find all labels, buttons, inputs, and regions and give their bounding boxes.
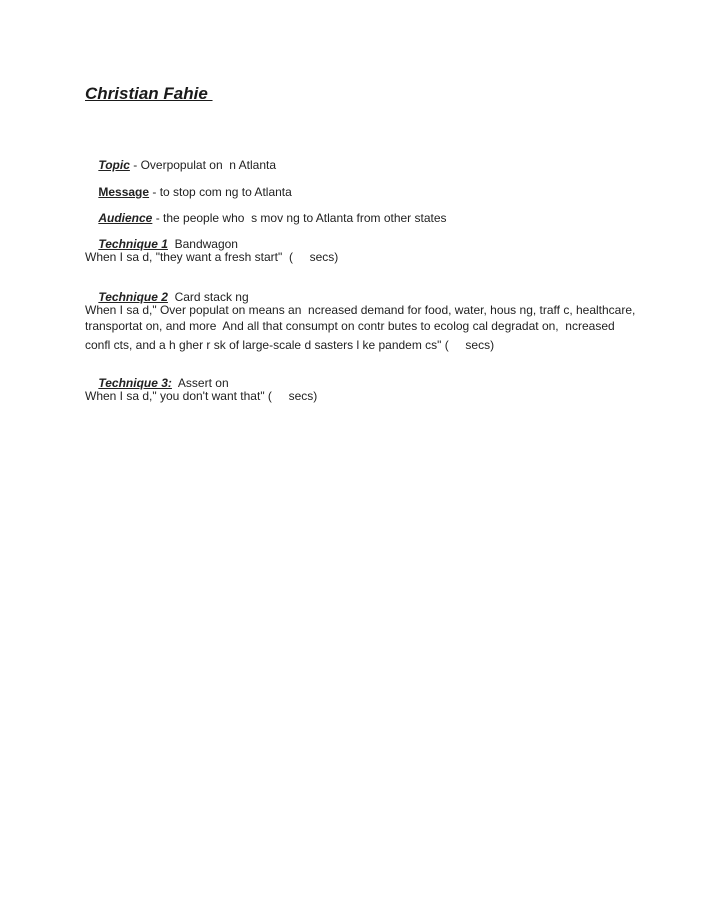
audience-label: Audience bbox=[98, 211, 153, 225]
quote-2-line-2: transportat on, and more And all that consumpt on contr butes to ecolog cal degradat on, ncreased bbox=[85, 319, 615, 333]
technique-3-label: Technique 3: bbox=[98, 376, 172, 390]
technique-2-label: Technique 2 bbox=[98, 290, 168, 304]
technique-3-text: Assert on bbox=[171, 376, 229, 390]
technique-2-text: Card stack ng bbox=[167, 290, 249, 304]
topic-text: - Overpopulat on n Atlanta bbox=[129, 158, 276, 172]
message-text: - to stop com ng to Atlanta bbox=[149, 185, 292, 199]
author-name-heading: Christian Fahie bbox=[85, 84, 213, 103]
topic-label: Topic bbox=[98, 158, 130, 172]
message-label: Message bbox=[98, 185, 150, 199]
technique-1-text: Bandwagon bbox=[167, 237, 238, 251]
quote-2-line-3: confl cts, and a h gher r sk of large-scale d sasters l ke pandem cs" ( secs) bbox=[85, 338, 495, 352]
quote-2-paragraph bbox=[85, 303, 645, 353]
quote-1-line: When I sa d, "they want a fresh start" ( secs) bbox=[85, 250, 339, 264]
audience-text: - the people who s mov ng to Atlanta from other states bbox=[152, 211, 447, 225]
technique-1-label: Technique 1 bbox=[98, 237, 168, 251]
quote-3-line: When I sa d," you don't want that" ( secs) bbox=[85, 389, 318, 403]
quote-2-line-1: When I sa d," Over populat on means an ncreased demand for food, water, hous ng, traff c, healthcare, bbox=[85, 303, 636, 317]
